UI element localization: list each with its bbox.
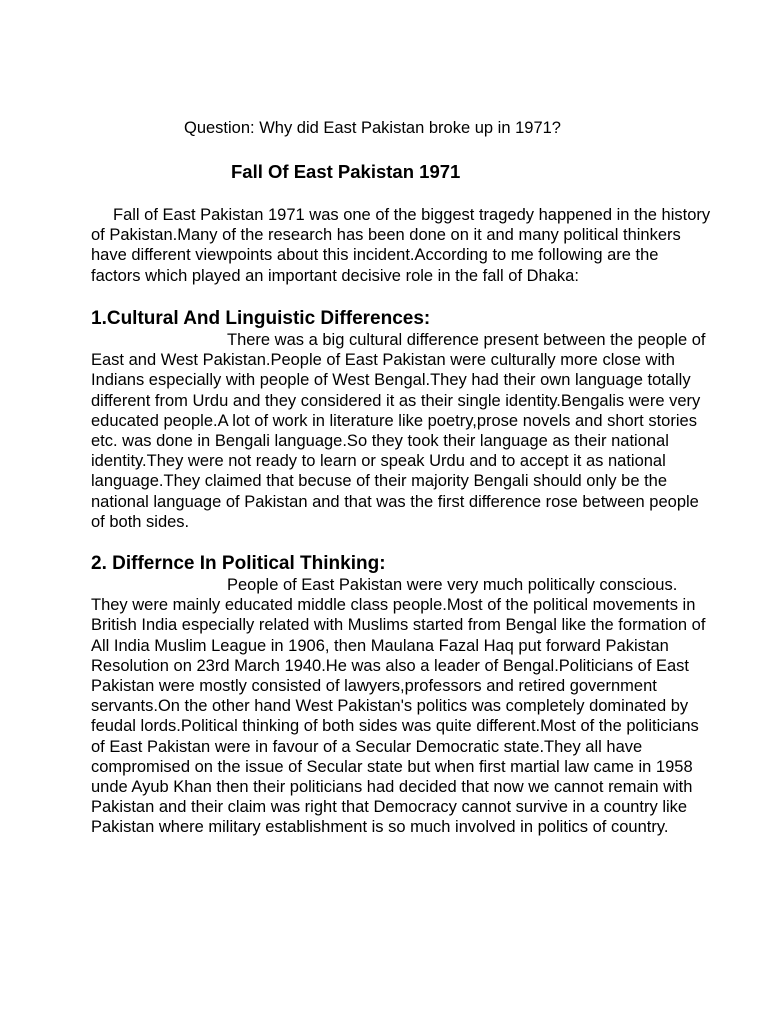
question-line: Question: Why did East Pakistan broke up in 1971?	[184, 119, 561, 137]
section-heading-cultural: 1.Cultural And Linguistic Differences:	[91, 308, 431, 329]
section-body-cultural: There was a big cultural difference present between the people of East and West Pakistan.People of East Pakistan were culturally more close with Indians especially with people of West Bengal.They had their own language totally different from Urdu and they considered it as their single identity.Bengalis were very educated people.A lot of work in literature like poetry,prose novels and short stories etc. was done in Bengali language.So they took their language as their national identity.They were not ready to learn or speak Urdu and to accept it as national language.They claimed that becuse of their majority Bengali should only be the national language of Pakistan and that was the first difference rose between people of both sides.	[91, 331, 706, 531]
page-title: Fall Of East Pakistan 1971	[231, 161, 461, 182]
intro-paragraph: Fall of East Pakistan 1971 was one of the biggest tragedy happened in the history of Pakistan.Many of the research has been done on it and many political thinkers have different viewpoints about this incident.According to me following are the factors which played an important decisive role in the fall of Dhaka:	[91, 206, 711, 285]
section-body-political: People of East Pakistan were very much politically conscious. They were mainly educated middle class people.Most of the political movements in British India especially related with Muslims started from Bengal like the formation of All India Muslim League in 1906, then Maulana Fazal Haq put forward Pakistan Resolution on 23rd March 1940.He was also a leader of Bengal.Politicians of East Pakistan were mostly consisted of lawyers,professors and retired government servants.On the other hand West Pakistan's politics was completely dominated by feudal lords.Political thinking of both sides was quite different.Most of the politicians of East Pakistan were in favour of a Secular Democratic state.They all have compromised on the issue of Secular state but when first martial law came in 1958 unde Ayub Khan then their politicians had decided that now we cannot remain with Pakistan and their claim was right that Democracy cannot survive in a country like Pakistan where military establishment is so much involved in politics of country.	[91, 576, 706, 837]
section-heading-political: 2. Differnce In Political Thinking:	[91, 553, 386, 574]
